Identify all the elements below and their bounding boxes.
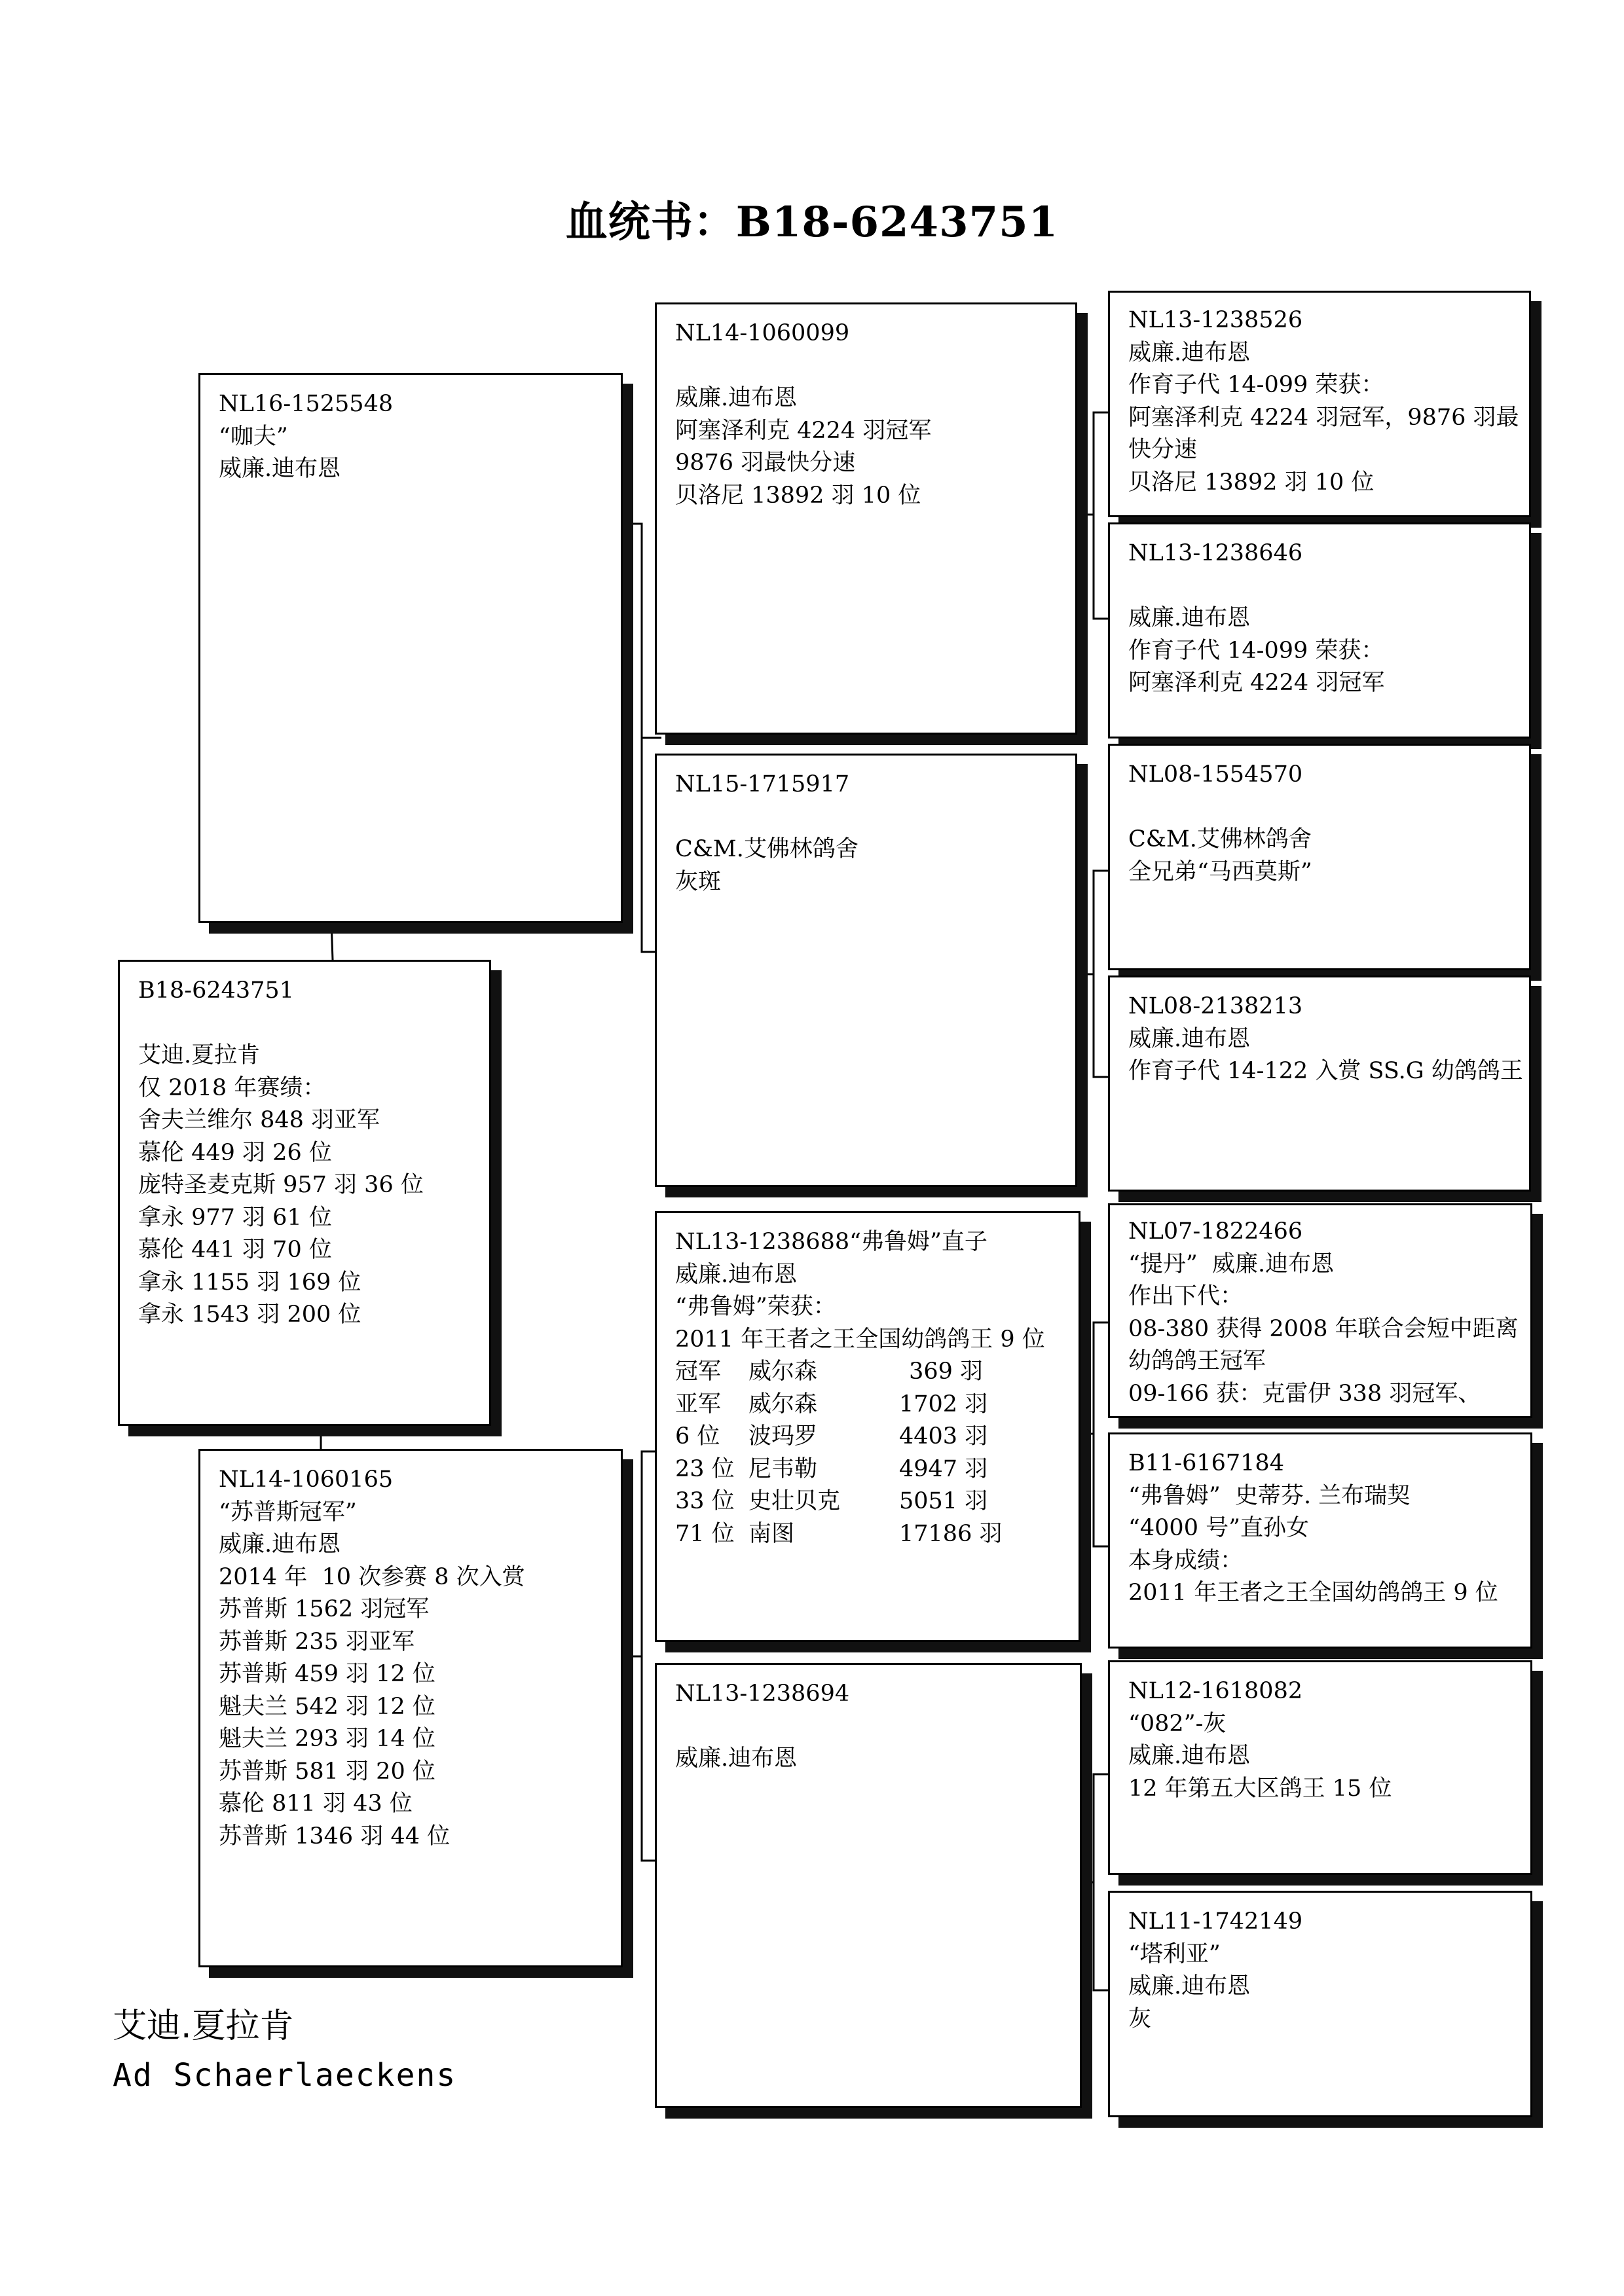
dam-dam-card: NL13-1238694 威廉.迪布恩: [655, 1663, 1082, 2108]
gen3-card-1: NL13-1238526 威廉.迪布恩 作育子代 14-099 荣获： 阿塞泽利克 4224 羽冠军，9876 羽最 快分速 贝洛尼 13892 羽 10 位: [1108, 291, 1531, 517]
gen3-card-4: NL08-2138213 威廉.迪布恩 作育子代 14-122 入赏 SS.G 幼鸽鸽王: [1108, 975, 1531, 1192]
sire-sire-card: NL14-1060099 威廉.迪布恩 阿塞泽利克 4224 羽冠军 9876 羽最快分速 贝洛尼 13892 羽 10 位: [655, 302, 1077, 735]
race-result-row: 冠军 威尔森 369 羽: [675, 1358, 983, 1385]
breeder-name-chinese: 艾迪.夏拉肯: [113, 2007, 294, 2046]
race-result-row: 71 位 南图 17186 羽: [675, 1520, 1003, 1547]
race-result-row: 亚军 威尔森 1702 羽: [675, 1391, 988, 1417]
subject-ring-number: B18-6243751: [138, 977, 294, 1004]
subject-owner: 艾迪.夏拉肯: [138, 1042, 261, 1068]
page-title: 血统书：B18-6243751: [565, 198, 1059, 247]
sire-ring-number: NL16-1525548: [219, 391, 394, 417]
gen3-card-3: NL08-1554570 C&M.艾佛林鸽舍 全兄弟“马西莫斯”: [1108, 744, 1531, 970]
breeder-name-english: Ad Schaerlaeckens: [113, 2057, 457, 2094]
race-result-row: 6 位 波玛罗 4403 羽: [675, 1423, 988, 1449]
gen3-card-6: B11-6167184 “弗鲁姆” 史蒂芬. 兰布瑞契 “4000 号”直孙女 本身成绩： 2011 年王者之王全国幼鸽鸽王 9 位: [1108, 1432, 1532, 1649]
gen3-card-2: NL13-1238646 威廉.迪布恩 作育子代 14-099 荣获： 阿塞泽利克 4224 羽冠军: [1108, 522, 1531, 738]
race-result-row: 23 位 尼韦勒 4947 羽: [675, 1455, 988, 1482]
gen3-card-7: NL12-1618082 “082”-灰 威廉.迪布恩 12 年第五大区鸽王 15 位: [1108, 1660, 1532, 1875]
dam-sire-card: NL13-1238688“弗鲁姆”直子 威廉.迪布恩 “弗鲁姆”荣获： 2011 年王者之王全国幼鸽鸽王 9 位 冠军 威尔森 369 羽 亚军 威尔森 1702 羽 6 位 波玛罗 4403 羽 23 位 尼韦勒 4947 羽 33 位 史壮贝克 5051 羽 71 位 南图 17186 羽: [655, 1211, 1080, 1642]
subject-card: B18-6243751 艾迪.夏拉肯 仅 2018 年赛绩： 舍夫兰维尔 848 羽亚军 慕伦 449 羽 26 位 庞特圣麦克斯 957 羽 36 位 拿永 977 羽 61 位 慕伦 441 羽 70 位 拿永 1155 羽 169 位 拿永 1543 羽 200 位: [118, 960, 491, 1426]
dam-ring-number: NL14-1060165: [219, 1467, 394, 1493]
gen3-card-5: NL07-1822466 “提丹” 威廉.迪布恩 作出下代： 08-380 获得 2008 年联合会短中距离 幼鸽鸽王冠军 09-166 获：克雷伊 338 羽冠军、: [1108, 1203, 1532, 1418]
sire-card: NL16-1525548 “咖夫” 威廉.迪布恩: [198, 373, 623, 923]
gen3-card-8: NL11-1742149 “塔利亚” 威廉.迪布恩 灰: [1108, 1891, 1532, 2117]
sire-dam-card: NL15-1715917 C&M.艾佛林鸽舍 灰斑: [655, 754, 1077, 1187]
race-result-row: 33 位 史壮贝克 5051 羽: [675, 1488, 988, 1514]
dam-card: NL14-1060165 “苏普斯冠军” 威廉.迪布恩 2014 年 10 次参赛 8 次入赏 苏普斯 1562 羽冠军 苏普斯 235 羽亚军 苏普斯 459 羽 12 位 魁夫兰 542 羽 12 位 魁夫兰 293 羽 14 位 苏普斯 581 羽 20 位 慕伦 811 羽 43 位 苏普斯 1346 羽 44 位: [198, 1449, 623, 1967]
